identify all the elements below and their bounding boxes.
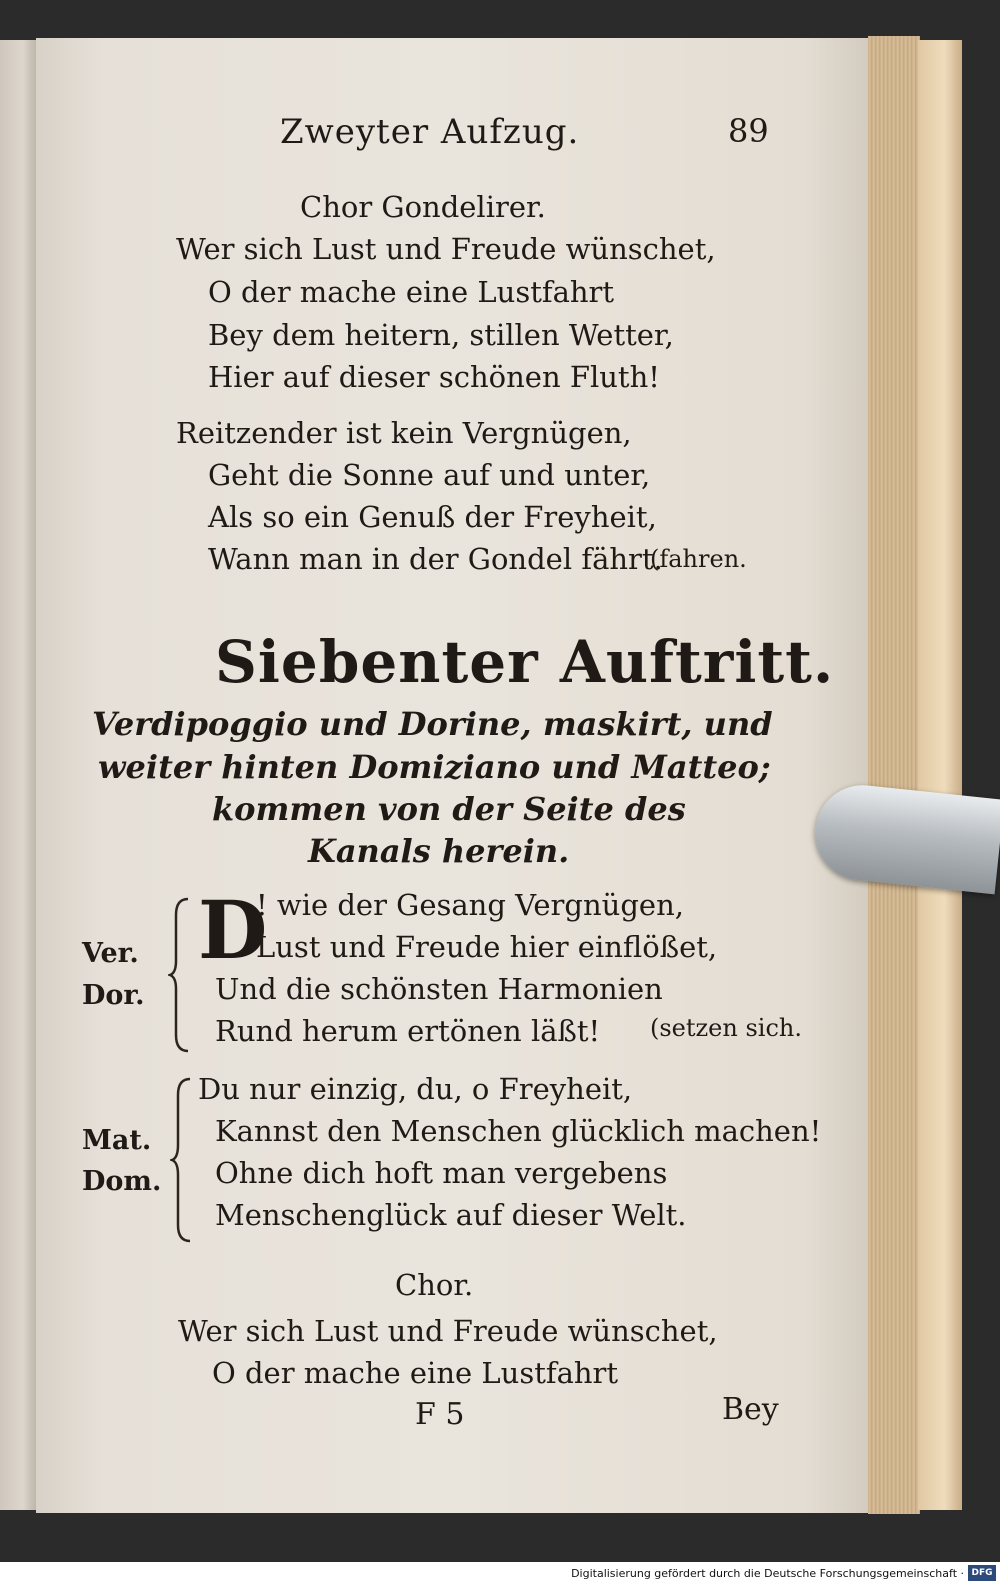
verse-line: Du nur einzig, du, o Freyheit, xyxy=(198,1072,633,1106)
scene-heading: Siebenter Auftritt. xyxy=(215,628,835,696)
verse-line: ! wie der Gesang Vergnügen, xyxy=(256,888,684,922)
stage-description-line: Verdipoggio und Dorine, maskirt, und xyxy=(92,705,773,743)
digitization-footer: Digitalisierung gefördert durch die Deutsche Forschungsgemeinschaft · xyxy=(0,1562,1000,1585)
chorus-speaker: Chor Gondelirer. xyxy=(300,190,546,224)
verse-line: Wann man in der Gondel fährt. xyxy=(208,542,663,576)
verse-line: O der mache eine Lustfahrt xyxy=(212,1356,619,1390)
verse-line: Reitzender ist kein Vergnügen, xyxy=(176,416,632,450)
stage-direction: (fahren. xyxy=(650,545,747,573)
dfg-logo: DFG xyxy=(968,1565,996,1581)
facing-page-edge xyxy=(0,40,38,1510)
verse-line: Und die schönsten Harmonien xyxy=(215,972,663,1006)
speaker-label: Dom. xyxy=(82,1166,162,1197)
verse-line: Als so ein Genuß der Freyheit, xyxy=(208,500,657,534)
verse-line: Wer sich Lust und Freude wünschet, xyxy=(178,1314,718,1348)
verse-line: Hier auf dieser schönen Fluth! xyxy=(208,360,660,394)
running-header: Zweyter Aufzug. xyxy=(280,112,580,152)
verse-line: Wer sich Lust und Freude wünschet, xyxy=(176,232,716,266)
page-block-edge-outer xyxy=(918,40,962,1510)
stage-direction: (setzen sich. xyxy=(650,1014,802,1042)
drop-cap: D xyxy=(198,883,268,977)
brace-icon xyxy=(168,895,194,1055)
signature-mark: F 5 xyxy=(415,1397,465,1432)
catchword: Bey xyxy=(722,1392,779,1427)
brace-icon xyxy=(170,1075,196,1245)
verse-line: Kannst den Menschen glücklich machen! xyxy=(215,1114,822,1148)
page-number: 89 xyxy=(728,112,769,150)
stage-description-line: kommen von der Seite des xyxy=(212,790,686,828)
speaker-label: Ver. xyxy=(82,938,139,969)
speaker-label: Mat. xyxy=(82,1125,152,1156)
page-block-edge xyxy=(868,36,920,1514)
chorus-speaker: Chor. xyxy=(395,1268,474,1302)
verse-line: O der mache eine Lustfahrt xyxy=(208,275,615,309)
stage-description-line: weiter hinten Domiziano und Matteo; xyxy=(98,748,771,786)
verse-line: Menschenglück auf dieser Welt. xyxy=(215,1198,687,1232)
verse-line: Ohne dich hoft man vergebens xyxy=(215,1156,668,1190)
speaker-label: Dor. xyxy=(82,980,145,1011)
verse-line: Bey dem heitern, stillen Wetter, xyxy=(208,318,674,352)
verse-line: Rund herum ertönen läßt! xyxy=(215,1014,601,1048)
verse-line: Lust und Freude hier einflößet, xyxy=(256,930,718,964)
verse-line: Geht die Sonne auf und unter, xyxy=(208,458,651,492)
stage-description-line: Kanals herein. xyxy=(308,832,570,870)
